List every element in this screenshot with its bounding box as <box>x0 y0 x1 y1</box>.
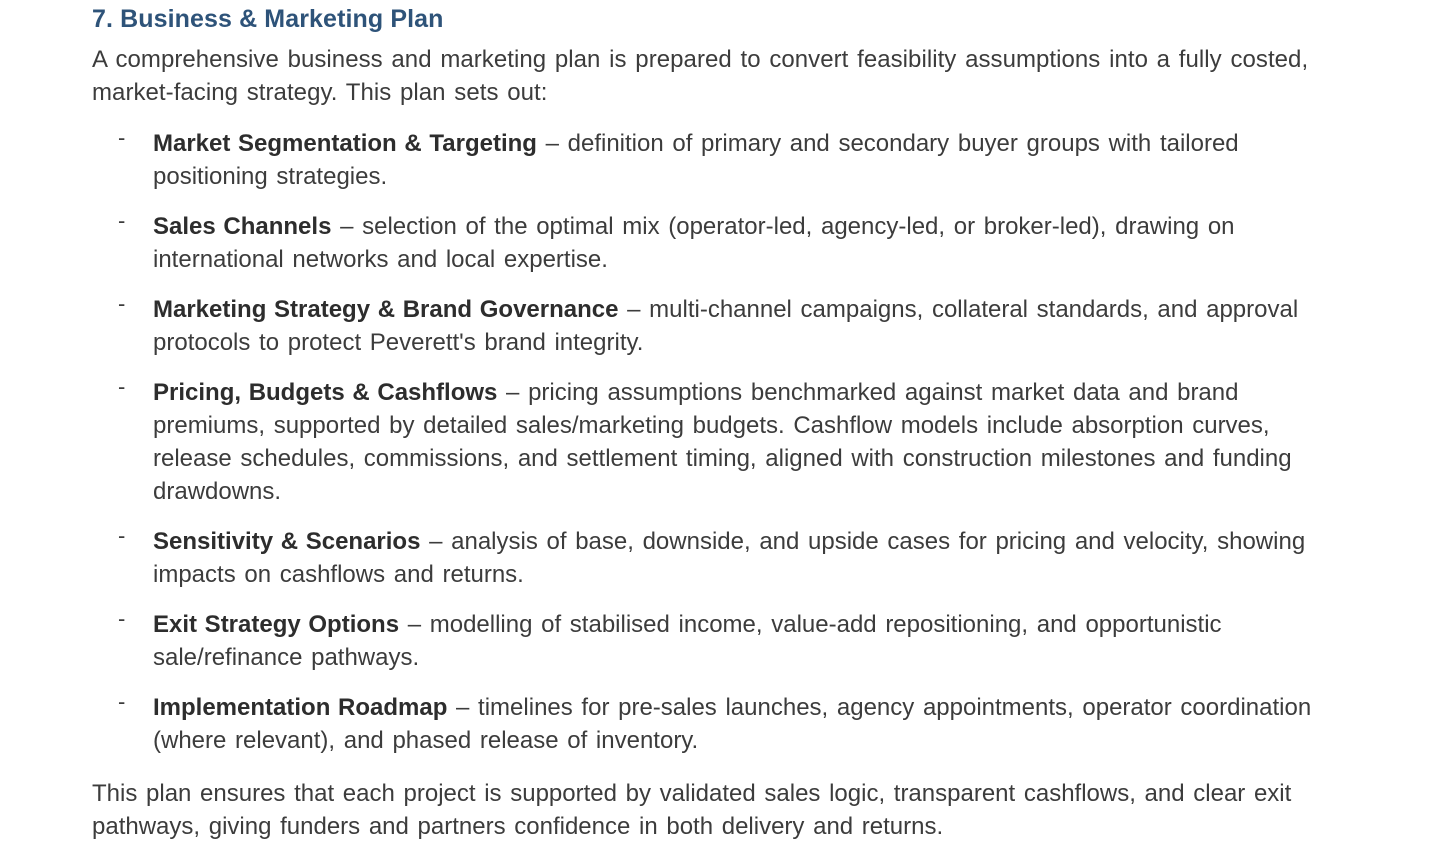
bullet-term: Sales Channels <box>153 213 332 240</box>
section-heading: 7. Business & Marketing Plan <box>92 5 444 33</box>
bullet-marker: - <box>118 291 126 316</box>
bullet-list <box>92 127 1352 757</box>
list-item <box>92 691 1352 757</box>
bullet-marker: - <box>118 374 126 399</box>
bullet-term: Marketing Strategy & Brand Governance <box>153 296 619 323</box>
bullet-term: Sensitivity & Scenarios <box>153 528 421 555</box>
bullet-marker: - <box>118 606 126 631</box>
list-item <box>92 376 1352 508</box>
bullet-marker: - <box>118 125 126 150</box>
bullet-marker: - <box>118 689 126 714</box>
bullet-marker: - <box>118 523 126 548</box>
bullet-description: – definition of primary and secondary buyer groups with tailored positioning strategies. <box>153 130 1239 190</box>
bullet-description: – analysis of base, downside, and upside cases for pricing and velocity, showing impacts on cashflows and returns. <box>153 528 1306 588</box>
closing-paragraph: This plan ensures that each project is supported by validated sales logic, transparent cashflows, and clear exit pathways, giving funders and partners confidence in both delivery and returns. <box>92 780 1292 840</box>
document-page <box>92 0 1352 843</box>
list-item <box>92 525 1352 591</box>
bullet-marker: - <box>118 208 126 233</box>
bullet-description: – modelling of stabilised income, value-add repositioning, and opportunistic sale/refinance pathways. <box>153 611 1222 671</box>
list-item <box>92 293 1352 359</box>
list-item <box>92 210 1352 276</box>
bullet-term: Exit Strategy Options <box>153 611 400 638</box>
list-item <box>92 127 1352 193</box>
bullet-description: – timelines for pre-sales launches, agency appointments, operator coordination (where relevant), and phased release of inventory. <box>153 694 1312 754</box>
list-item <box>92 608 1352 674</box>
bullet-term: Implementation Roadmap <box>153 694 448 721</box>
bullet-term: Pricing, Budgets & Cashflows <box>153 379 498 406</box>
bullet-description: – pricing assumptions benchmarked against market data and brand premiums, supported by detailed sales/marketing budgets. Cashflow models include absorption curves, release schedules, commissions, and settlement timing, aligned with construction milestones and funding drawdowns. <box>153 379 1292 505</box>
intro-paragraph: A comprehensive business and marketing plan is prepared to convert feasibility assumptions into a fully costed, market-facing strategy. This plan sets out: <box>92 46 1309 106</box>
bullet-description: – multi-channel campaigns, collateral standards, and approval protocols to protect Peverett's brand integrity. <box>153 296 1299 356</box>
bullet-description: – selection of the optimal mix (operator-led, agency-led, or broker-led), drawing on international networks and local expertise. <box>153 213 1235 273</box>
bullet-term: Market Segmentation & Targeting <box>153 130 537 157</box>
